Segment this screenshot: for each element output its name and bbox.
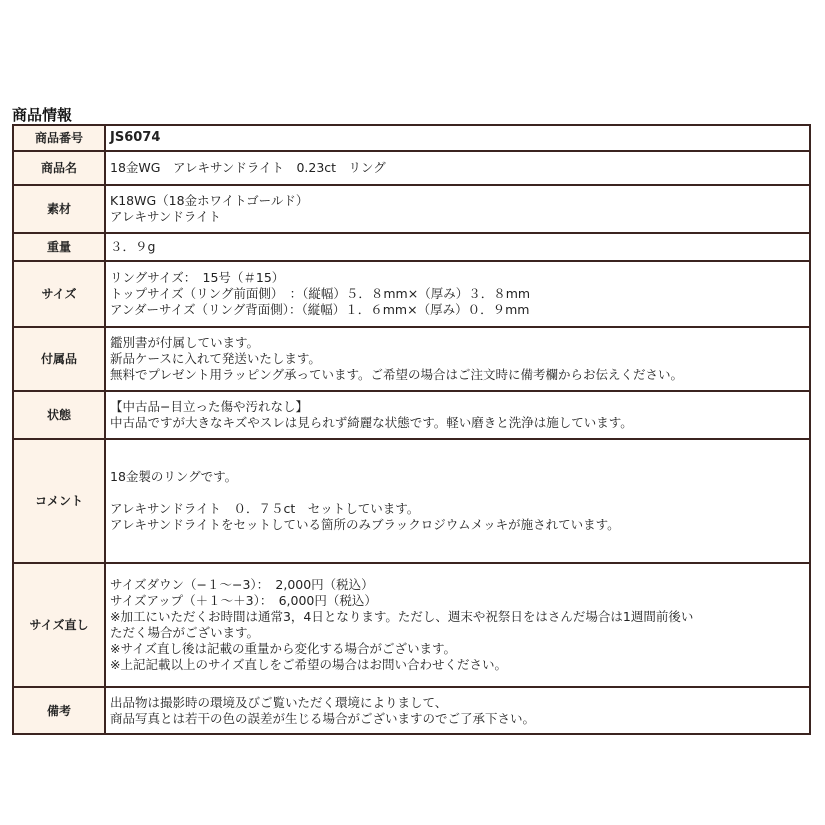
table-row [13,151,810,185]
row-label: 重量 [13,233,105,261]
text-line: 18金製のリングです。 [110,469,238,484]
table-row [13,687,810,734]
text-line: 18金WG アレキサンドライト 0.23ct リング [110,160,386,175]
row-value [105,391,810,439]
table-row [13,185,810,233]
row-label: 商品番号 [13,125,105,151]
table-row [13,327,810,391]
table-row [13,261,810,327]
text-line: 無料でプレゼント用ラッピング承っています。ご希望の場合はご注文時に備考欄からお伝えください。 [110,367,684,382]
row-value [105,261,810,327]
row-value [105,151,810,185]
text-line: アレキサンドライトをセットしている箇所のみブラックロジウムメッキが施されています。 [110,517,620,532]
text-line: 鑑別書が付属しています。 [110,335,260,350]
product-info-table [12,124,811,735]
text-line: 【中古品−目立った傷や汚れなし】 [110,399,308,414]
text-line: サイズダウン（−１〜−3）： 2,000円（税込） [110,577,374,592]
text-line: K18WG（18金ホワイトゴールド） [110,193,309,208]
row-value [105,439,810,563]
text-line: アレキサンドライト [110,209,222,224]
row-label: サイズ [13,261,105,327]
text-line: 中古品ですが大きなキズやスレは見られず綺麗な状態です。軽い磨きと洗浄は施しています。 [110,415,633,430]
product-number: JS6074 [110,130,161,145]
table-row [13,563,810,687]
text-line: ※サイズ直し後は記載の重量から変化する場合がございます。 [110,641,456,656]
table-row [13,439,810,563]
row-value [105,563,810,687]
text-line: アレキサンドライト ０．７５ct セットしています。 [110,501,420,516]
section-title: 商品情報 [12,106,73,124]
row-label: 状態 [13,391,105,439]
row-label: サイズ直し [13,563,105,687]
text-line: トップサイズ（リング前面側） ：（縦幅）５．８mm×（厚み）３．８mm [110,286,531,301]
row-label: コメント [13,439,105,563]
text-line: 新品ケースに入れて発送いたします。 [110,351,321,366]
text-line: ３．９g [110,239,156,254]
text-line: アンダーサイズ（リング背面側）：（縦幅）１．６mm×（厚み）０．９mm [110,302,530,317]
row-value [105,327,810,391]
text-line: ただく場合がございます。 [110,625,260,640]
table-row [13,125,810,151]
text-line: 出品物は撮影時の環境及びご覧いただく環境によりまして、 [110,694,448,710]
text-line: ※上記記載以上のサイズ直しをご希望の場合はお問い合わせください。 [110,657,507,672]
table-row [13,233,810,261]
text-line: サイズアップ（＋１〜＋3）： 6,000円（税込） [110,593,377,608]
row-label: 商品名 [13,151,105,185]
row-label: 素材 [13,185,105,233]
row-value [105,125,810,151]
row-value [105,687,810,734]
row-value [105,233,810,261]
text-line: リングサイズ： 15号（＃15） [110,270,285,285]
text-line: ※加工にいただくお時間は通常3，4日となります。ただし、週末や祝祭日をはさんだ場合は1週間前後い [110,609,694,624]
row-label: 備考 [13,687,105,734]
row-label: 付属品 [13,327,105,391]
text-line: 商品写真とは若干の色の誤差が生じる場合がございますのでご了承下さい。 [110,710,536,726]
row-value [105,185,810,233]
table-row [13,391,810,439]
